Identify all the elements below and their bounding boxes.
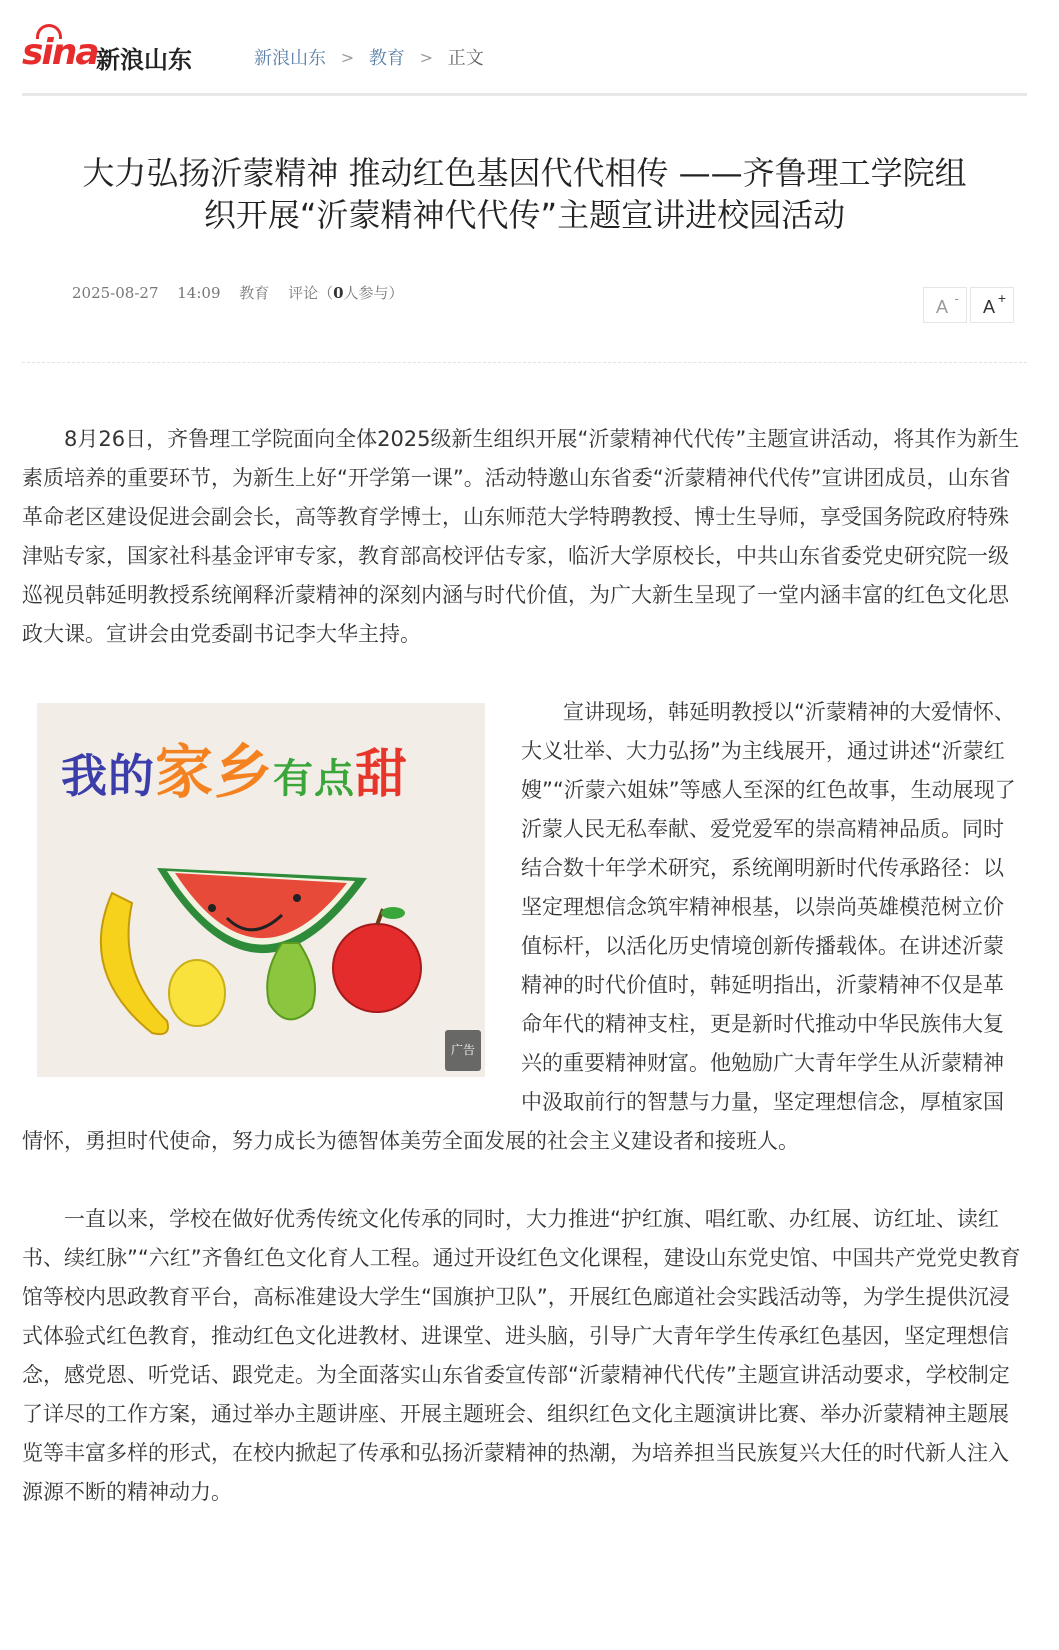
ad-headline	[61, 738, 409, 806]
minus-icon: -	[954, 290, 959, 306]
site-header	[22, 10, 1027, 95]
article-paragraph-3: 一直以来，学校在做好优秀传统文化传承的同时，大力推进“护红旗、唱红歌、办红展、访红址、读红书、续红脉”“六红”齐鲁红色文化育人工程。通过开设红色文化课程，建设山东党史馆、中国共产党党史教育馆等校内思政教育平台，高标准建设大学生“国旗护卫队”，开展红色廊道社会实践活动等，为学生提供沉浸式体验式红色教育，推动红色文化进教材、进课堂、进头脑，引导广大青年学生传承红色基因，坚定理想信念，感党恩、听党话、跟党走。为全面落实山东省委宣传部“沂蒙精神代代传”主题宣讲活动要求，学校制定了详尽的工作方案，通过举办主题讲座、开展主题班会、组织红色文化主题演讲比赛、举办沂蒙精神主题展览等丰富多样的形式，在校内掀起了传承和弘扬沂蒙精神的热潮，为培养担当民族复兴大任的时代新人注入源源不断的精神动力。	[22, 1207, 1021, 1504]
chevron-right-icon: >	[340, 47, 355, 67]
font-increase-label: A	[983, 297, 996, 317]
publish-time: 14:09	[177, 284, 221, 302]
article-body	[22, 420, 1022, 1551]
ad-badge: 广告	[445, 1030, 481, 1071]
plus-icon: +	[997, 290, 1006, 306]
logo-wordmark: sina	[22, 32, 98, 73]
ad-title-part-3: 有点	[273, 756, 356, 802]
channel-link[interactable]: 教育	[239, 284, 270, 302]
logo-channel-name: 新浪山东	[96, 46, 192, 74]
sina-logo[interactable]	[22, 18, 222, 78]
article-paragraph-1: 8月26日，齐鲁理工学院面向全体2025级新生组织开展“沂蒙精神代代传”主题宣讲活动，将其作为新生素质培养的重要环节，为新生上好“开学第一课”。活动特邀山东省委“沂蒙精神代代传”宣讲团成员，山东省革命老区建设促进会副会长，高等教育学博士，山东师范大学特聘教授、博士生导师，享受国务院政府特殊津贴专家，国家社科基金评审专家，教育部高校评估专家，临沂大学原校长，中共山东省委党史研究院一级巡视员韩延明教授系统阐释沂蒙精神的深刻内涵与时代价值，为广大新生呈现了一堂内涵丰富的红色文化思政大课。宣讲会由党委副书记李大华主持。	[22, 427, 1020, 646]
header-divider	[22, 93, 1027, 96]
ad-title-part-1: 我的	[61, 749, 155, 803]
ad-title-part-2: 家乡	[155, 738, 274, 806]
font-decrease-label: A	[936, 297, 949, 317]
font-increase-button[interactable]	[970, 287, 1014, 323]
ad-title-part-4: 甜	[355, 745, 409, 805]
breadcrumb	[254, 44, 484, 70]
comment-count: 0	[333, 284, 344, 302]
breadcrumb-current: 正文	[447, 48, 484, 69]
advertisement-banner[interactable]	[37, 703, 485, 1077]
article-paragraph-2: 宣讲现场，韩延明教授以“沂蒙精神的大爱情怀、大义壮举、大力弘扬”为主线展开，通过讲述“沂蒙红嫂”“沂蒙六姐妹”等感人至深的红色故事，生动展现了沂蒙人民无私奉献、爱党爱军的崇高精神品质。同时结合数十年学术研究，系统阐明新时代传承路径：以坚定理想信念筑牢精神根基，以崇尚英雄模范树立价值标杆，以活化历史情境创新传播载体。在讲述沂蒙精神的时代价值时，韩延明指出，沂蒙精神不仅是革命年代的精神支柱，更是新时代推动中华民族伟大复兴的重要精神财富。他勉励广大青年学生从沂蒙精神中汲取前行的智慧与力量，坚定理想信念，厚植家国情怀，勇担时代使命，努力成长为德智体美劳全面发展的社会主义建设者和接班人。	[22, 700, 1016, 1153]
chevron-right-icon: >	[419, 47, 434, 67]
meta-divider	[22, 362, 1027, 363]
comment-prefix: 评论（	[288, 284, 334, 302]
font-decrease-button[interactable]	[923, 287, 967, 323]
publish-date: 2025-08-27	[72, 284, 159, 302]
article-title-line-1: 大力弘扬沂蒙精神 推动红色基因代代相传 ——齐鲁理工学院组	[82, 154, 967, 192]
article-title	[22, 152, 1027, 236]
comment-link[interactable]	[288, 284, 403, 302]
article-title-line-2: 织开展“沂蒙精神代代传”主题宣讲进校园活动	[203, 196, 846, 234]
article-meta	[72, 282, 404, 303]
breadcrumb-home-link[interactable]: 新浪山东	[254, 48, 326, 69]
breadcrumb-education-link[interactable]: 教育	[368, 48, 405, 69]
comment-suffix: 人参与）	[343, 284, 404, 302]
